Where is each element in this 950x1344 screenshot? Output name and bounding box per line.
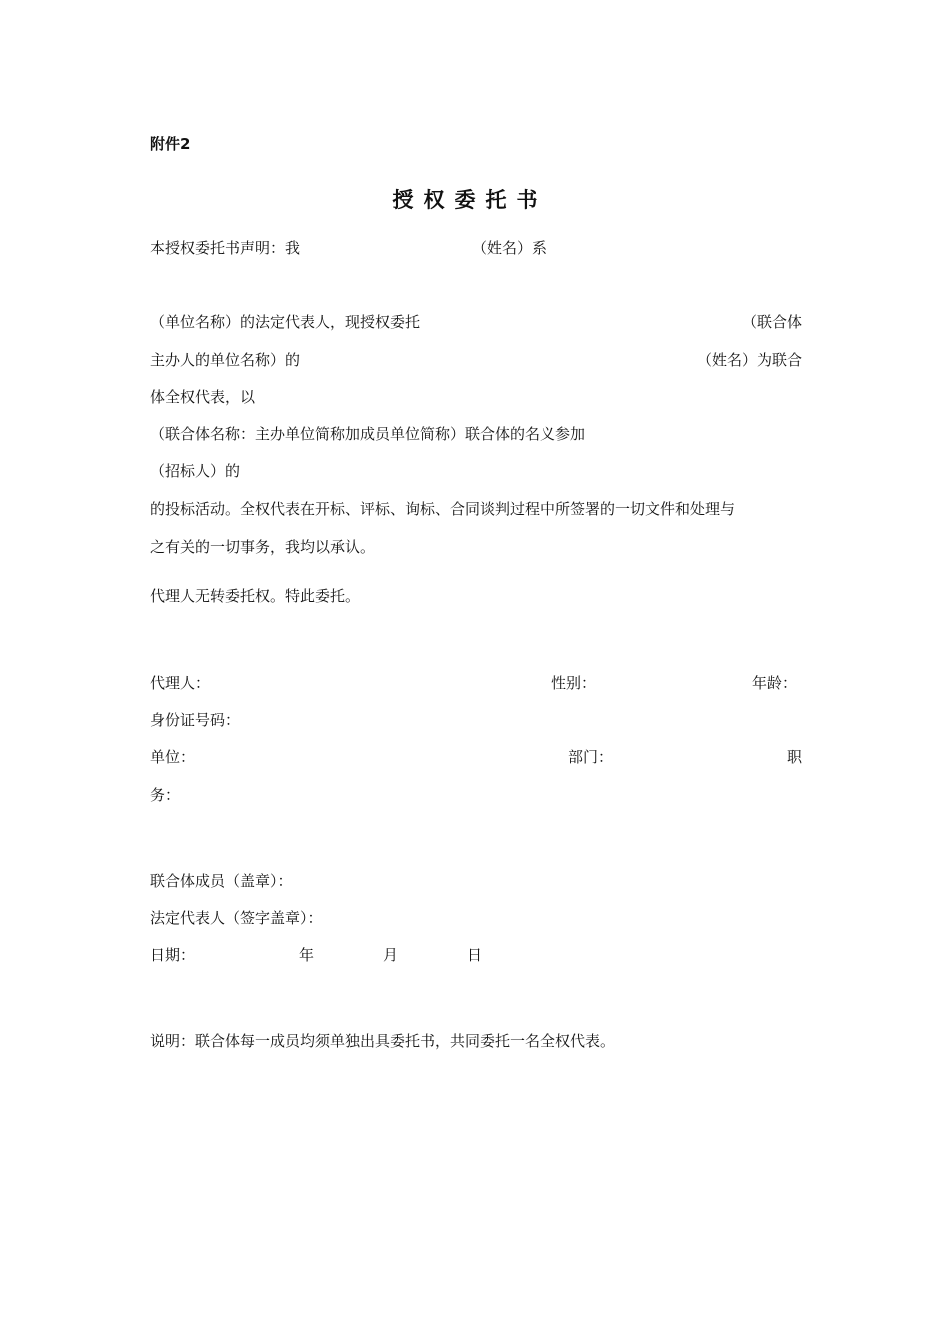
para1-line5: （招标人）的 [150,462,241,480]
position-label-part2: 务： [150,786,181,804]
para1-line4: （联合体名称：主办单位简称加成员单位简称）联合体的名义参加 [150,425,586,443]
declaration-name-suffix: （姓名）系 [472,239,548,257]
document-title: 授权委托书 [392,188,548,212]
date-day: 日 [467,946,483,964]
attachment-label: 附件2 [150,135,191,153]
age-label: 年龄： [752,674,798,692]
para1-line1-right: （联合体 [741,313,802,331]
id-number-label: 身份证号码： [150,711,241,729]
declaration-prefix: 本授权委托书声明：我 [150,239,301,257]
date-year: 年 [299,946,315,964]
para1-line6: 的投标活动。全权代表在开标、评标、询标、合同谈判过程中所签署的一切文件和处理与 [150,500,736,518]
member-seal-label: 联合体成员（盖章）： [150,872,293,890]
para1-line1-left: （单位名称）的法定代表人，现授权委托 [150,313,421,331]
unit-label: 单位： [150,748,196,766]
gender-label: 性别： [551,674,597,692]
date-month: 月 [383,946,399,964]
agent-label: 代理人： [150,674,211,692]
para1-line7: 之有关的一切事务，我均以承认。 [150,538,376,556]
position-label-part1: 职 [786,748,802,766]
no-transfer-statement: 代理人无转委托权。特此委托。 [150,587,361,605]
department-label: 部门： [568,748,614,766]
note: 说明：联合体每一成员均须单独出具委托书，共同委托一名全权代表。 [150,1032,616,1050]
para1-line2-left: 主办人的单位名称）的 [150,351,301,369]
para1-line2-right: （姓名）为联合 [696,351,802,369]
para1-line3: 体全权代表，以 [150,388,256,406]
date-label: 日期： [150,946,196,964]
legal-rep-signature-label: 法定代表人（签字盖章）： [150,909,323,927]
